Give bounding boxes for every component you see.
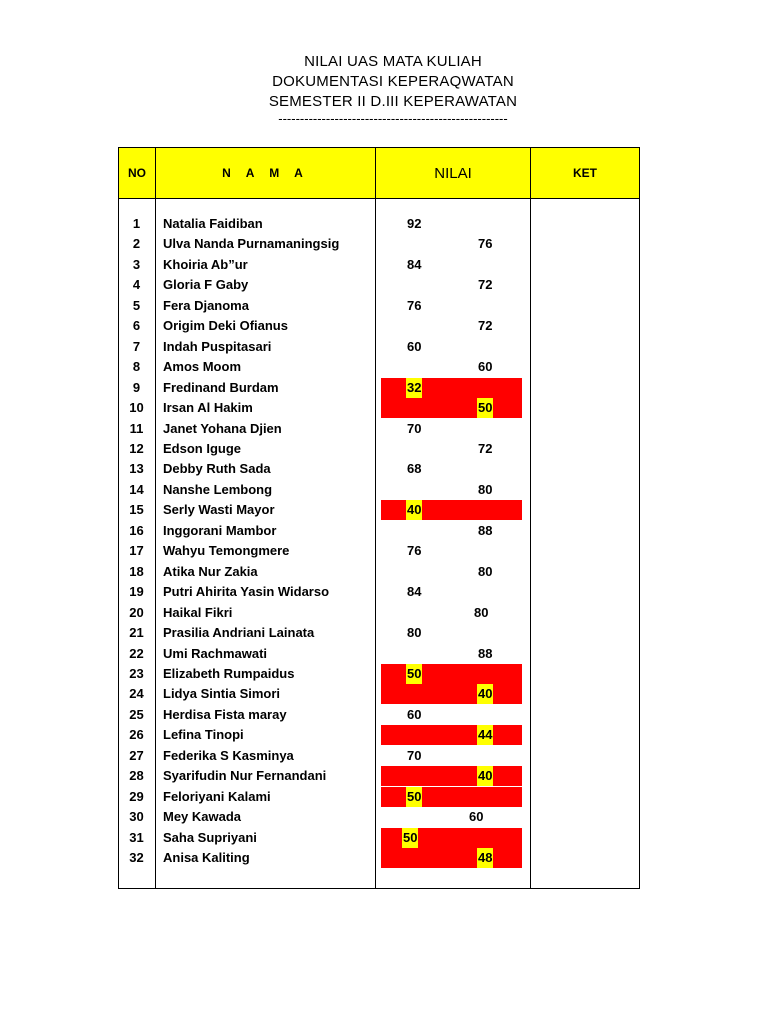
table-row <box>118 787 640 807</box>
score-value: 40 <box>406 500 422 520</box>
student-name: Ulva Nanda Purnamaningsig <box>163 236 340 252</box>
score-value: 76 <box>407 297 422 313</box>
student-name: Debby Ruth Sada <box>163 461 271 477</box>
score-value: 60 <box>469 809 484 824</box>
student-name: Edson Iguge <box>163 440 241 456</box>
score-value: 72 <box>478 440 493 456</box>
student-name: Serly Wasti Mayor <box>163 502 275 518</box>
score-value: 60 <box>407 706 422 722</box>
score-value: 80 <box>478 481 493 497</box>
row-number: 16 <box>129 522 144 538</box>
row-number: 19 <box>129 584 144 600</box>
score-value: 50 <box>402 828 418 848</box>
table-row <box>118 705 640 725</box>
score-value: 44 <box>477 725 493 745</box>
table-row <box>118 644 640 664</box>
title-line-3: SEMESTER II D.III KEPERAWATAN <box>268 93 518 110</box>
title-divider: ----------------------------------------------------- <box>278 111 508 126</box>
table-row <box>118 234 640 254</box>
score-value: 40 <box>477 684 493 704</box>
student-name: Federika S Kasminya <box>163 747 294 763</box>
row-number: 22 <box>129 645 144 661</box>
table-row <box>118 623 640 643</box>
header-no: NO <box>119 148 155 198</box>
table-row <box>118 684 640 704</box>
row-number: 14 <box>129 481 144 497</box>
score-value: 84 <box>407 256 422 272</box>
fail-highlight-bar <box>381 848 522 868</box>
fail-highlight-bar <box>381 500 522 520</box>
table-row <box>118 214 640 234</box>
row-number: 8 <box>132 359 141 375</box>
student-name: Nanshe Lembong <box>163 481 273 497</box>
student-name: Mey Kawada <box>163 809 242 824</box>
student-name: Umi Rachmawati <box>163 645 268 661</box>
row-number: 29 <box>129 788 144 804</box>
score-value: 80 <box>407 625 422 640</box>
score-value: 80 <box>478 563 493 579</box>
fail-highlight-bar <box>381 787 522 807</box>
table-row <box>118 398 640 418</box>
row-number: 21 <box>129 625 144 640</box>
row-number: 5 <box>132 297 141 313</box>
row-number: 1 <box>132 216 141 231</box>
score-value: 32 <box>406 378 422 398</box>
fail-highlight-bar <box>381 766 522 786</box>
score-value: 50 <box>406 664 422 684</box>
row-number: 11 <box>129 420 144 436</box>
score-value: 60 <box>407 338 422 354</box>
document-title <box>0 52 768 126</box>
table-row <box>118 521 640 541</box>
row-number: 25 <box>129 706 144 722</box>
student-name: Saha Supriyani <box>163 829 257 845</box>
row-number: 26 <box>129 727 144 743</box>
student-name: Wahyu Temongmere <box>163 543 290 559</box>
table-row <box>118 316 640 336</box>
table-row <box>118 807 640 827</box>
fail-highlight-bar <box>381 664 522 684</box>
row-number: 10 <box>129 400 144 415</box>
fail-highlight-bar <box>381 378 522 398</box>
student-name: Indah Puspitasari <box>163 338 272 354</box>
row-number: 4 <box>132 277 141 293</box>
score-value: 60 <box>478 359 493 375</box>
score-value: 84 <box>407 584 422 600</box>
student-name: Origim Deki Ofianus <box>163 318 288 334</box>
fail-highlight-bar <box>381 725 522 745</box>
row-number: 15 <box>129 502 144 518</box>
row-number: 23 <box>129 665 144 681</box>
header-nilai: NILAI <box>376 148 530 198</box>
score-value: 92 <box>407 216 422 231</box>
table-row <box>118 275 640 295</box>
student-name: Haikal Fikri <box>163 604 233 620</box>
student-name: Amos Moom <box>163 359 241 375</box>
row-number: 28 <box>129 768 144 784</box>
fail-highlight-bar <box>381 684 522 704</box>
student-name: Anisa Kaliting <box>163 849 250 865</box>
student-name: Herdisa Fista maray <box>163 706 287 722</box>
table-row <box>118 582 640 602</box>
student-name: Janet Yohana Djien <box>163 420 282 436</box>
student-name: Syarifudin Nur Fernandani <box>163 768 327 784</box>
table-row <box>118 500 640 520</box>
score-value: 70 <box>407 747 422 763</box>
student-name: Gloria F Gaby <box>163 277 249 293</box>
table-row <box>118 541 640 561</box>
title-line-2: DOKUMENTASI KEPERAQWATAN <box>272 73 514 90</box>
student-name: Inggorani Mambor <box>163 522 277 538</box>
student-name: Elizabeth Rumpaidus <box>163 665 295 681</box>
table-row <box>118 337 640 357</box>
table-row <box>118 378 640 398</box>
score-value: 80 <box>474 604 489 620</box>
table-row <box>118 562 640 582</box>
row-number: 12 <box>129 440 144 456</box>
student-name: Lefina Tinopi <box>163 727 244 743</box>
row-number: 20 <box>129 604 144 620</box>
row-number: 27 <box>129 747 144 763</box>
table-row <box>118 664 640 684</box>
row-number: 24 <box>129 686 144 702</box>
table-row <box>118 746 640 766</box>
row-number: 6 <box>132 318 141 334</box>
table-row <box>118 725 640 745</box>
table-row <box>118 296 640 316</box>
score-value: 50 <box>477 398 493 418</box>
student-name: Natalia Faidiban <box>163 216 263 231</box>
row-number: 32 <box>129 849 144 865</box>
row-number: 13 <box>129 461 144 477</box>
score-value: 76 <box>407 543 422 559</box>
row-number: 17 <box>129 543 144 559</box>
row-number: 9 <box>132 379 141 395</box>
header-divider <box>118 198 640 199</box>
table-row <box>118 255 640 275</box>
table-row <box>118 459 640 479</box>
student-name: Fredinand Burdam <box>163 379 279 395</box>
score-value: 88 <box>478 645 493 661</box>
title-line-1: NILAI UAS MATA KULIAH <box>304 53 482 70</box>
score-value: 48 <box>477 848 493 868</box>
table-row <box>118 419 640 439</box>
score-value: 76 <box>478 236 493 252</box>
table-row <box>118 357 640 377</box>
score-value: 88 <box>478 522 493 538</box>
score-value: 70 <box>407 420 422 436</box>
table-row <box>118 766 640 786</box>
row-number: 3 <box>132 256 141 272</box>
student-name: Prasilia Andriani Lainata <box>163 625 315 640</box>
table-row <box>118 603 640 623</box>
student-name: Irsan Al Hakim <box>163 400 253 415</box>
row-number: 30 <box>129 809 144 824</box>
student-name: Feloriyani Kalami <box>163 788 271 804</box>
header-nama: N A M A <box>156 148 375 198</box>
student-name: Atika Nur Zakia <box>163 563 258 579</box>
row-number: 7 <box>132 338 141 354</box>
table-row <box>118 828 640 848</box>
row-number: 2 <box>132 236 141 252</box>
row-number: 18 <box>129 563 144 579</box>
score-value: 50 <box>406 787 422 807</box>
score-value: 40 <box>477 766 493 786</box>
student-name: Fera Djanoma <box>163 297 249 313</box>
table-row <box>118 480 640 500</box>
score-value: 72 <box>478 318 493 334</box>
fail-highlight-bar <box>381 398 522 418</box>
score-value: 68 <box>407 461 422 477</box>
table-row <box>118 848 640 868</box>
header-ket: KET <box>531 148 639 198</box>
student-name: Lidya Sintia Simori <box>163 686 281 702</box>
row-number: 31 <box>129 829 144 845</box>
student-name: Khoiria Ab”ur <box>163 256 248 272</box>
table-row <box>118 439 640 459</box>
student-name: Putri Ahirita Yasin Widarso <box>163 584 330 600</box>
score-value: 72 <box>478 277 493 293</box>
